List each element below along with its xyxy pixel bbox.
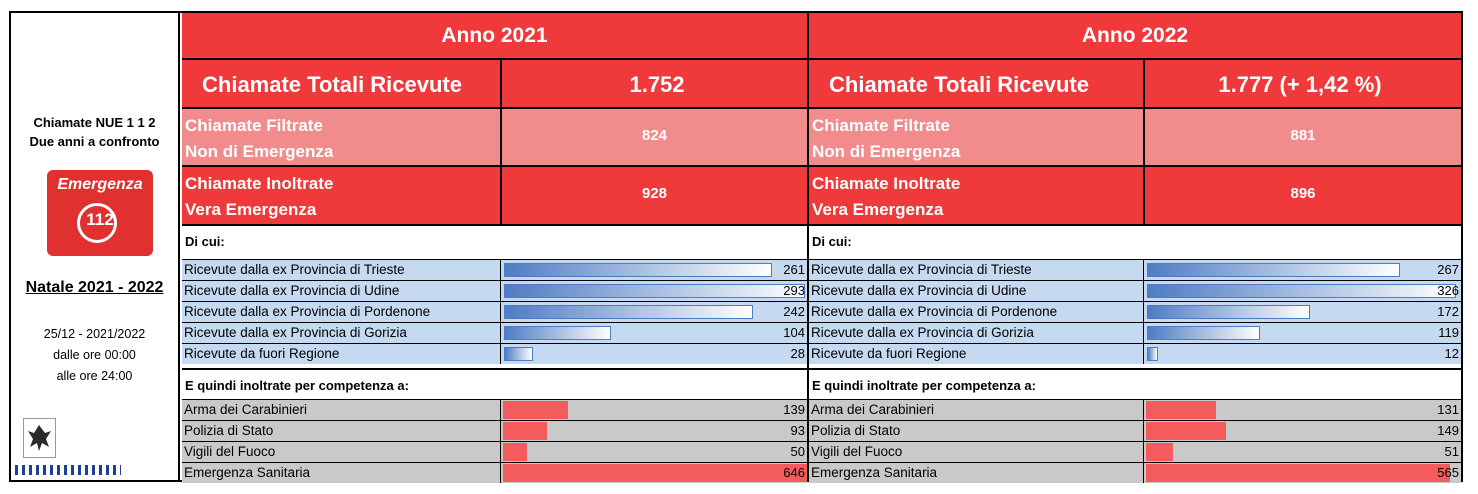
left-panel — [11, 13, 180, 480]
totali-label: Chiamate Totali Ricevute — [829, 72, 1089, 97]
province-row — [809, 343, 1461, 364]
column-separator — [1143, 60, 1145, 226]
row-label: Polizia di Stato — [184, 423, 274, 438]
panel-title — [11, 113, 178, 151]
row-value: 28 — [790, 346, 805, 361]
data-bar — [1146, 422, 1226, 440]
row-label: Vigili del Fuoco — [811, 444, 903, 459]
bar-cell — [500, 400, 807, 420]
date-line-2: dalle ore 00:00 — [53, 348, 136, 362]
bar-cell — [500, 463, 807, 483]
filtrate-row — [809, 109, 1461, 167]
row-value: 172 — [1437, 304, 1459, 319]
row-label: Polizia di Stato — [811, 423, 901, 438]
row-label: Arma dei Carabinieri — [184, 402, 308, 417]
filtrate-value: 881 — [1290, 127, 1316, 144]
filtrate-label-line1: Chiamate Filtrate — [812, 116, 950, 135]
row-value: 104 — [783, 325, 805, 340]
data-bar — [1147, 263, 1400, 277]
row-value: 12 — [1444, 346, 1459, 361]
inoltrate-label-line2: Vera Emergenza — [185, 200, 317, 219]
ente-row — [182, 399, 807, 420]
section-di-cui: Di cui: — [809, 228, 1461, 256]
section-competenza: E quindi inoltrate per competenza a: — [182, 368, 807, 400]
ente-row — [809, 462, 1461, 483]
row-value: 326 — [1437, 283, 1459, 298]
inoltrate-row — [182, 167, 807, 226]
data-bar — [1147, 284, 1456, 298]
data-bar — [504, 347, 533, 361]
row-label: Ricevute dalla ex Provincia di Pordenone — [811, 304, 1058, 319]
row-value: 565 — [1437, 465, 1459, 480]
totali-value: 1.752 — [629, 72, 685, 97]
row-value: 267 — [1437, 262, 1459, 277]
logo-label: Emergenza — [57, 176, 143, 193]
data-bar — [504, 305, 753, 319]
row-label: Emergenza Sanitaria — [184, 465, 311, 480]
bar-cell — [500, 281, 807, 301]
inoltrate-value: 896 — [1290, 185, 1316, 202]
filtrate-label — [185, 113, 333, 165]
bar-cell — [500, 323, 807, 343]
province-row — [809, 259, 1461, 280]
data-bar — [503, 422, 547, 440]
row-label: Ricevute dalla ex Provincia di Pordenone — [184, 304, 431, 319]
bar-cell — [1143, 442, 1461, 462]
row-label: Ricevute dalla ex Provincia di Gorizia — [811, 325, 1034, 340]
row-value: 646 — [783, 465, 805, 480]
row-label: Ricevute da fuori Regione — [184, 346, 340, 361]
row-value: 119 — [1438, 325, 1459, 340]
bar-cell — [1143, 344, 1461, 364]
row-label: Ricevute dalla ex Provincia di Gorizia — [184, 325, 407, 340]
period-title: Natale 2021 - 2022 — [25, 279, 164, 296]
data-bar — [503, 464, 807, 482]
data-bar — [504, 284, 805, 298]
year-header: Anno 2022 — [809, 13, 1461, 60]
bar-cell — [1143, 421, 1461, 441]
totali-value: 1.777 (+ 1,42 %) — [1218, 72, 1382, 97]
date-range — [11, 324, 178, 387]
bar-cell — [1143, 302, 1461, 322]
year-block-2022 — [809, 13, 1461, 480]
bar-cell — [500, 421, 807, 441]
data-bar — [1146, 464, 1450, 482]
section-di-cui: Di cui: — [182, 228, 807, 256]
province-row — [809, 322, 1461, 343]
inoltrate-label-line1: Chiamate Inoltrate — [185, 174, 334, 193]
inoltrate-label — [812, 171, 960, 223]
data-bar — [1147, 305, 1310, 319]
data-bar — [1147, 326, 1260, 340]
row-label: Emergenza Sanitaria — [811, 465, 938, 480]
data-bar — [504, 263, 772, 277]
inoltrate-row — [809, 167, 1461, 226]
filtrate-label-line2: Non di Emergenza — [812, 142, 961, 161]
totali-label: Chiamate Totali Ricevute — [202, 72, 462, 97]
ente-row — [809, 399, 1461, 420]
row-value: 242 — [783, 304, 805, 319]
year-header: Anno 2021 — [182, 13, 807, 60]
data-bar — [1146, 401, 1216, 419]
data-bar — [1146, 443, 1173, 461]
province-row — [182, 322, 807, 343]
row-value: 149 — [1437, 423, 1459, 438]
filtrate-label-line2: Non di Emergenza — [185, 142, 334, 161]
ente-row — [809, 441, 1461, 462]
region-eagle-icon — [23, 418, 56, 458]
row-label: Ricevute dalla ex Provincia di Udine — [811, 283, 1027, 298]
bar-cell — [1143, 323, 1461, 343]
decorative-stripes — [15, 465, 121, 475]
inoltrate-label-line2: Vera Emergenza — [812, 200, 944, 219]
filtrate-label-line1: Chiamate Filtrate — [185, 116, 323, 135]
column-separator — [500, 60, 502, 226]
filtrate-label — [812, 113, 960, 165]
year-block-2021 — [182, 13, 807, 480]
row-value: 261 — [783, 262, 805, 277]
row-value: 51 — [1444, 444, 1459, 459]
province-row — [809, 280, 1461, 301]
bar-cell — [500, 344, 807, 364]
data-bar — [503, 401, 568, 419]
province-row — [182, 301, 807, 322]
filtrate-row — [182, 109, 807, 167]
title-line-1: Chiamate NUE 1 1 2 — [33, 115, 156, 130]
filtrate-value: 824 — [641, 127, 668, 144]
bar-cell — [500, 260, 807, 280]
bar-cell — [1143, 281, 1461, 301]
totali-row — [809, 60, 1461, 109]
row-label: Ricevute dalla ex Provincia di Trieste — [811, 262, 1032, 277]
logo-number: 112 — [86, 210, 114, 229]
data-bar — [1147, 347, 1158, 361]
date-line-3: alle ore 24:00 — [56, 369, 133, 383]
bar-cell — [500, 442, 807, 462]
row-label: Ricevute dalla ex Provincia di Trieste — [184, 262, 405, 277]
row-label: Ricevute dalla ex Provincia di Udine — [184, 283, 400, 298]
row-label: Arma dei Carabinieri — [811, 402, 935, 417]
date-line-1: 25/12 - 2021/2022 — [43, 327, 146, 341]
ente-row — [809, 420, 1461, 441]
row-value: 93 — [790, 423, 805, 438]
bar-cell — [1143, 260, 1461, 280]
ente-row — [182, 420, 807, 441]
title-line-2: Due anni a confronto — [29, 134, 160, 149]
row-value: 139 — [783, 402, 805, 417]
inoltrate-label — [185, 171, 333, 223]
bar-cell — [1143, 400, 1461, 420]
bar-cell — [1143, 463, 1461, 483]
row-label: Vigili del Fuoco — [184, 444, 276, 459]
province-row — [182, 343, 807, 364]
row-value: 293 — [783, 283, 805, 298]
emergenza-112-logo — [47, 170, 153, 256]
ente-row — [182, 441, 807, 462]
bar-cell — [500, 302, 807, 322]
row-value: 131 — [1437, 402, 1459, 417]
inoltrate-value: 928 — [641, 185, 668, 202]
row-value: 50 — [790, 444, 805, 459]
ente-row — [182, 462, 807, 483]
row-label: Ricevute da fuori Regione — [811, 346, 967, 361]
province-row — [809, 301, 1461, 322]
data-bar — [503, 443, 527, 461]
province-row — [182, 280, 807, 301]
inoltrate-label-line1: Chiamate Inoltrate — [812, 174, 961, 193]
section-competenza: E quindi inoltrate per competenza a: — [809, 368, 1461, 400]
totali-row — [182, 60, 807, 109]
data-bar — [504, 326, 611, 340]
province-row — [182, 259, 807, 280]
